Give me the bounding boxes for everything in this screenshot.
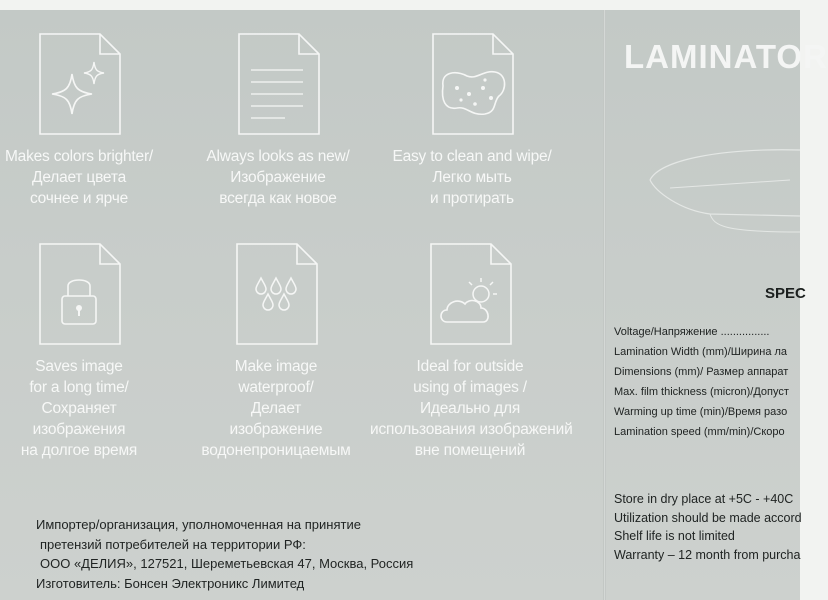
feature-caption xyxy=(0,356,179,461)
caption-line: Always looks as new/ xyxy=(206,148,350,165)
storage-line: Store in dry place at +5C - +40C xyxy=(614,492,794,506)
caption-line: Делает цвета xyxy=(32,169,126,186)
spec-item: Voltage/Напряжение ................ xyxy=(614,326,770,338)
storage-line: Utilization should be made accord xyxy=(614,510,802,525)
feature-colors xyxy=(0,30,179,209)
sponge-icon xyxy=(427,30,517,138)
caption-line: водонепроницаемым xyxy=(201,442,351,459)
spec-item: Warming up time (min)/Время разо xyxy=(614,406,788,418)
feature-outside-use xyxy=(370,240,573,461)
caption-line: и протирать xyxy=(430,190,514,207)
feature-easy-clean xyxy=(372,30,572,209)
caption-line: Делает xyxy=(250,400,302,417)
caption-line: вне помещений xyxy=(414,442,526,459)
caption-line: Изображение xyxy=(230,169,326,186)
features-panel xyxy=(0,10,605,600)
document-lines-icon xyxy=(233,30,323,138)
spec-item: Max. film thickness (micron)/Допуст xyxy=(614,386,789,398)
caption-line: using of images / xyxy=(413,379,527,396)
caption-line: Saves image xyxy=(35,358,123,375)
feature-long-time xyxy=(0,240,179,461)
caption-line: Makes colors brighter/ xyxy=(4,148,154,165)
storage-line: Warranty – 12 month from purcha xyxy=(614,547,801,562)
sun-cloud-icon xyxy=(425,240,515,348)
sparkle-icon xyxy=(34,30,124,138)
product-title: LAMINATOR xyxy=(624,38,828,75)
spec-item: Lamination speed (mm/min)/Скоро xyxy=(614,426,785,438)
caption-line: изображения xyxy=(32,421,126,438)
spec-item: Lamination Width (mm)/Ширина ла xyxy=(614,346,788,358)
caption-line: Сохраняет xyxy=(41,400,117,417)
caption-line: сочнее и ярче xyxy=(29,190,129,207)
importer-line: Импортер/организация, уполномоченная на принятие xyxy=(36,517,361,532)
feature-caption xyxy=(178,146,378,209)
caption-line: Make image xyxy=(234,358,318,375)
caption-line: использования изображений xyxy=(370,421,573,438)
importer-line: ООО «ДЕЛИЯ», 127521, Шереметьевская 47, Москва, Россия xyxy=(40,556,414,571)
laminator-sketch-icon xyxy=(640,140,800,240)
spec-heading: SPEC xyxy=(765,285,806,302)
storage-line: Shelf life is not limited xyxy=(614,529,735,543)
caption-line: всегда как новое xyxy=(219,190,337,207)
water-drops-icon xyxy=(231,240,321,348)
storage-info xyxy=(614,490,802,564)
caption-line: waterproof/ xyxy=(238,379,314,396)
feature-caption xyxy=(0,146,179,209)
importer-info xyxy=(36,515,456,593)
caption-line: Ideal for outside xyxy=(416,358,524,375)
spec-list xyxy=(614,322,789,442)
importer-line: Изготовитель: Бонсен Электроникс Лимитед xyxy=(36,575,305,591)
caption-line: for a long time/ xyxy=(29,379,129,396)
spec-item: Dimensions (mm)/ Размер аппарат xyxy=(614,366,789,378)
feature-waterproof xyxy=(176,240,376,461)
box-edge-divider xyxy=(603,10,606,600)
caption-line: изображение xyxy=(229,421,323,438)
feature-looks-new xyxy=(178,30,378,209)
caption-line: Easy to clean and wipe/ xyxy=(392,148,552,165)
lock-icon xyxy=(34,240,124,348)
feature-caption xyxy=(372,146,572,209)
feature-caption xyxy=(370,356,573,461)
caption-line: Идеально для xyxy=(419,400,521,417)
importer-line: претензий потребителей на территории РФ: xyxy=(40,536,306,552)
caption-line: на долгое время xyxy=(20,442,138,459)
feature-caption xyxy=(176,356,376,461)
caption-line: Легко мыть xyxy=(432,169,512,186)
